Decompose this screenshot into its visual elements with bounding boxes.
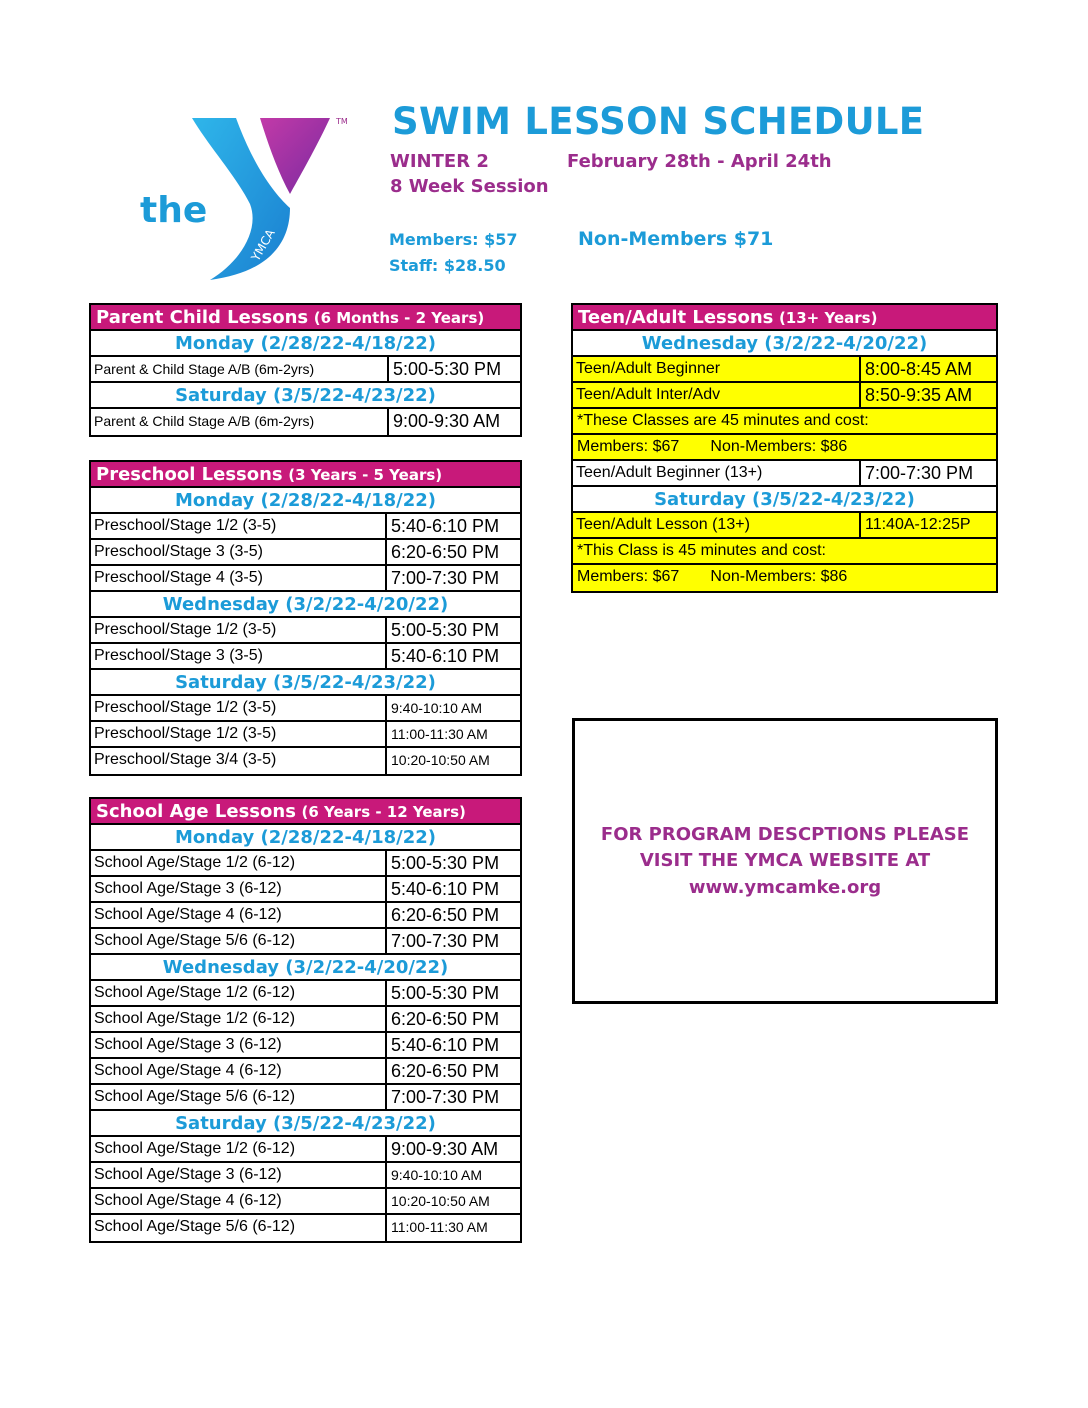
table-row [91,644,520,670]
table-row [573,539,996,565]
table-row [91,1059,520,1085]
class-name: School Age/Stage 1/2 (6-12) [94,854,296,871]
class-time: 5:40-6:10 PM [385,644,520,668]
table-row [573,357,996,383]
table-row [573,565,996,591]
class-time: 11:00-11:30 AM [385,722,520,746]
section-ages: (3 Years - 5 Years) [288,466,443,484]
table-row [573,513,996,539]
class-name: School Age/Stage 5/6 (6-12) [94,1218,296,1235]
class-time: 6:20-6:50 PM [385,903,520,927]
class-time: 10:20-10:50 AM [385,748,520,774]
day-header-wednesday: Wednesday (3/2/22-4/20/22) [91,955,520,981]
class-name: School Age/Stage 3 (6-12) [94,1036,282,1053]
session-length: 8 Week Session [390,176,549,197]
class-name: School Age/Stage 1/2 (6-12) [94,984,296,1001]
session-dates: February 28th - April 24th [567,151,832,172]
preschool-table [89,460,522,776]
table-row [91,981,520,1007]
class-name: Preschool/Stage 4 (3-5) [94,569,263,586]
class-time: 5:00-5:30 PM [387,357,520,381]
class-name: Teen/Adult Lesson (13+) [576,516,750,533]
logo-tagline: YMCA [248,226,278,264]
pricing-note: *These Classes are 45 minutes and cost: [577,412,869,429]
table-row [91,1215,520,1241]
ymca-logo [140,112,360,282]
class-time: 6:20-6:50 PM [385,1007,520,1031]
class-name: Teen/Adult Beginner (13+) [576,464,763,481]
nonmembers-price: Non-Members $71 [578,228,774,250]
section-title: Teen/Adult Lessons [578,307,774,328]
class-time: 7:00-7:30 PM [385,1085,520,1109]
section-title: School Age Lessons [96,801,296,822]
class-time: 6:20-6:50 PM [385,540,520,564]
session-name: WINTER 2 [390,151,489,172]
table-row [91,929,520,955]
section-header [91,462,520,488]
school-age-table [89,797,522,1243]
class-name: School Age/Stage 3 (6-12) [94,1166,282,1183]
class-time: 9:40-10:10 AM [385,1163,520,1187]
class-time: 5:00-5:30 PM [385,851,520,875]
class-time: 10:20-10:50 AM [385,1189,520,1213]
class-time: 5:40-6:10 PM [385,514,520,538]
class-name: Parent & Child Stage A/B (6m-2yrs) [94,413,315,429]
class-name: Parent & Child Stage A/B (6m-2yrs) [94,361,315,377]
day-header-saturday: Saturday (3/5/22-4/23/22) [91,1111,520,1137]
class-name: Preschool/Stage 1/2 (3-5) [94,699,277,716]
section-title: Preschool Lessons [96,464,283,485]
parent-child-table [89,303,522,437]
table-row [573,461,996,487]
table-row [573,409,996,435]
day-header-saturday: Saturday (3/5/22-4/23/22) [573,487,996,513]
table-row [91,1189,520,1215]
class-name: School Age/Stage 1/2 (6-12) [94,1140,296,1157]
staff-price: Staff: $28.50 [389,256,506,275]
section-header [573,305,996,331]
class-time: 8:00-8:45 AM [859,357,996,381]
members-price: Members: $57 [389,230,518,249]
table-row [91,618,520,644]
table-row [91,566,520,592]
table-row [91,409,520,435]
info-line-2: VISIT THE YMCA WEBSITE AT [639,850,931,871]
day-header-monday: Monday (2/28/22-4/18/22) [91,488,520,514]
day-header-monday: Monday (2/28/22-4/18/22) [91,331,520,357]
class-time: 8:50-9:35 AM [859,383,996,407]
table-row [91,1163,520,1189]
class-name: Preschool/Stage 3 (3-5) [94,647,263,664]
pricing-values: Members: $67 Non-Members: $86 [577,438,848,455]
table-row [91,748,520,774]
table-row [91,877,520,903]
section-ages: (6 Months - 2 Years) [313,309,485,327]
table-row [91,1137,520,1163]
class-name: School Age/Stage 4 (6-12) [94,906,282,923]
class-name: Teen/Adult Inter/Adv [576,386,721,403]
logo-trademark: TM [336,117,348,126]
class-time: 9:00-9:30 AM [385,1137,520,1161]
class-name: Teen/Adult Beginner [576,360,721,377]
class-name: School Age/Stage 5/6 (6-12) [94,932,296,949]
class-name: School Age/Stage 3 (6-12) [94,880,282,897]
section-ages: (6 Years - 12 Years) [301,803,466,821]
logo-word: the [140,190,208,231]
table-row [91,696,520,722]
class-time: 5:00-5:30 PM [385,981,520,1005]
website-link[interactable]: www.ymcamke.org [688,877,882,898]
class-time: 5:40-6:10 PM [385,1033,520,1057]
day-header-saturday: Saturday (3/5/22-4/23/22) [91,670,520,696]
table-row [91,1007,520,1033]
section-header [91,305,520,331]
day-header-wednesday: Wednesday (3/2/22-4/20/22) [573,331,996,357]
class-name: School Age/Stage 5/6 (6-12) [94,1088,296,1105]
program-info-box [572,718,998,1004]
pricing-note: *This Class is 45 minutes and cost: [577,542,826,559]
section-header [91,799,520,825]
table-row [91,1033,520,1059]
class-time: 11:40A-12:25P [859,513,996,537]
pricing-values: Members: $67 Non-Members: $86 [577,568,848,585]
class-time: 9:00-9:30 AM [387,409,520,435]
class-time: 7:00-7:30 PM [859,461,996,485]
class-name: Preschool/Stage 3 (3-5) [94,543,263,560]
class-time: 6:20-6:50 PM [385,1059,520,1083]
class-name: Preschool/Stage 1/2 (3-5) [94,517,277,534]
table-row [573,383,996,409]
class-name: School Age/Stage 1/2 (6-12) [94,1010,296,1027]
day-header-wednesday: Wednesday (3/2/22-4/20/22) [91,592,520,618]
class-name: School Age/Stage 4 (6-12) [94,1062,282,1079]
class-name: School Age/Stage 4 (6-12) [94,1192,282,1209]
class-time: 7:00-7:30 PM [385,929,520,953]
table-row [91,357,520,383]
class-name: Preschool/Stage 3/4 (3-5) [94,751,277,768]
class-time: 9:40-10:10 AM [385,696,520,720]
table-row [91,514,520,540]
info-line-1: FOR PROGRAM DESCPTIONS PLEASE [600,824,970,845]
table-row [91,851,520,877]
section-title: Parent Child Lessons [96,307,309,328]
class-time: 11:00-11:30 AM [385,1215,520,1241]
class-time: 5:40-6:10 PM [385,877,520,901]
section-ages: (13+ Years) [778,309,878,327]
table-row [573,435,996,461]
class-name: Preschool/Stage 1/2 (3-5) [94,621,277,638]
page-title: SWIM LESSON SCHEDULE [392,100,925,143]
class-name: Preschool/Stage 1/2 (3-5) [94,725,277,742]
table-row [91,903,520,929]
table-row [91,540,520,566]
table-row [91,1085,520,1111]
day-header-saturday: Saturday (3/5/22-4/23/22) [91,383,520,409]
day-header-monday: Monday (2/28/22-4/18/22) [91,825,520,851]
class-time: 5:00-5:30 PM [385,618,520,642]
class-time: 7:00-7:30 PM [385,566,520,590]
table-row [91,722,520,748]
teen-adult-table [571,303,998,593]
